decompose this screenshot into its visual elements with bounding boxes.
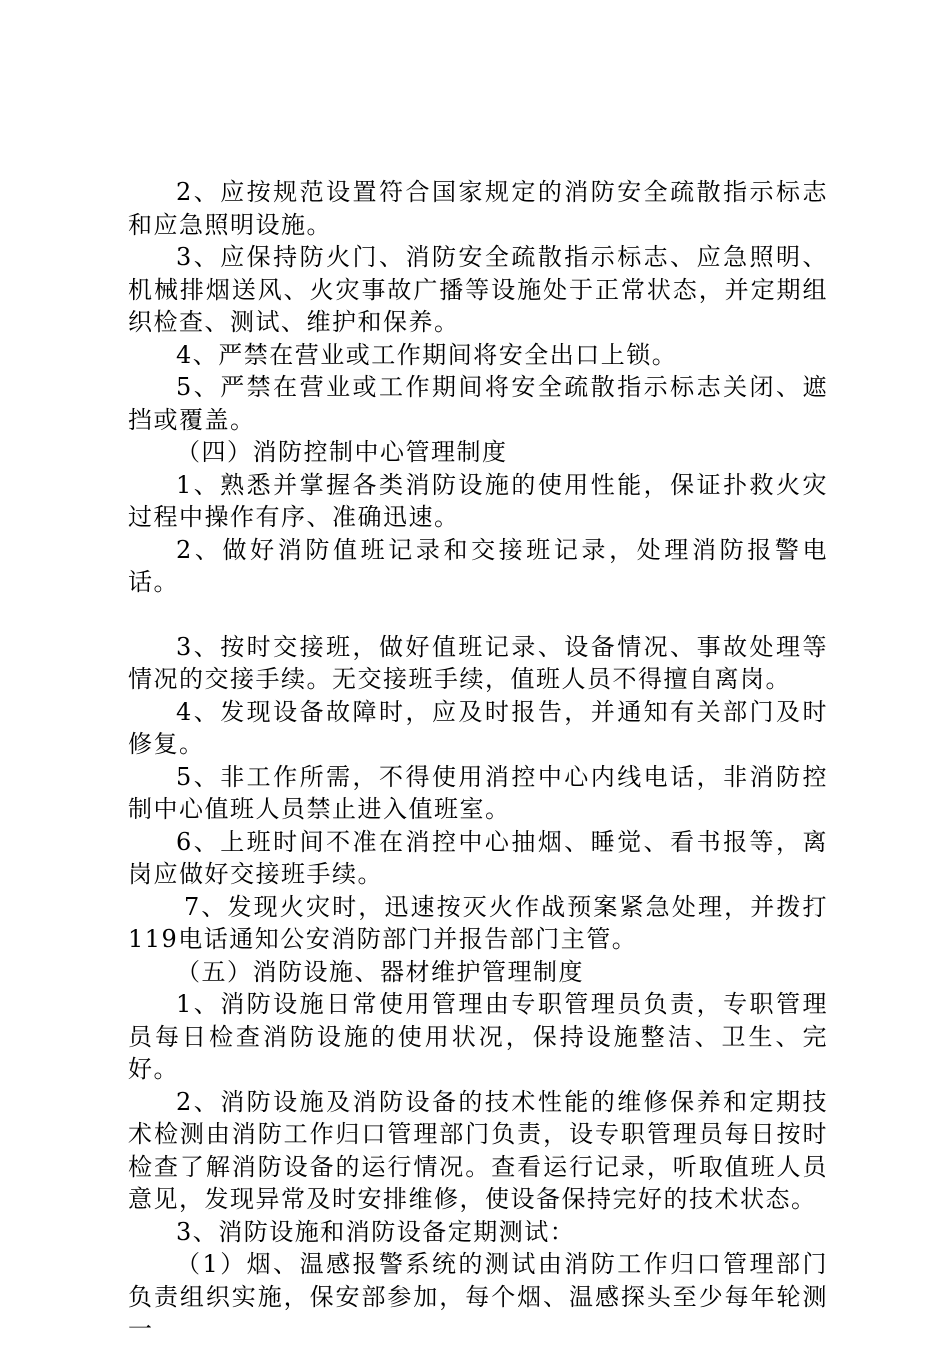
paragraph-duty-record: 2、做好消防值班记录和交接班记录，处理消防报警电话。 [128,535,828,596]
paragraph-equipment-fault: 4、发现设备故障时，应及时报告，并通知有关部门及时修复。 [128,697,828,758]
section-heading-control-center: （四）消防控制中心管理制度 [176,438,508,466]
paragraph-sign-cover: 5、严禁在营业或工作期间将安全疏散指示标志关闭、遮挡或覆盖。 [128,373,828,434]
paragraph-familiarize: 1、熟悉并掌握各类消防设施的使用性能，保证扑救火灾过程中操作有序、准确迅速。 [128,470,828,531]
paragraph-exit-lock: 4、严禁在营业或工作期间将安全出口上锁。 [176,340,678,369]
paragraph-shift-handover: 3、按时交接班，做好值班记录、设备情况、事故处理等情况的交接手续。无交接班手续，值班人员不得擅自离岗。 [128,632,828,693]
paragraph-daily-management: 1、消防设施日常使用管理由专职管理员负责，专职管理员每日检查消防设施的使用状况，保持设施整洁、卫生、完好。 [128,990,828,1083]
paragraph-evacuation-signs: 2、应按规范设置符合国家规定的消防安全疏散指示标志和应急照明设施。 [128,178,828,239]
paragraph-technical-maintenance: 2、消防设施及消防设备的技术性能的维修保养和定期技术检测由消防工作归口管理部门负责，设专职管理员每日按时检查了解消防设备的运行情况。查看运行记录，听取值班人员意见，发现异常及时安排维修，使设备保持完好的技术状态。 [128,1087,828,1213]
paragraph-fire-response: 7、发现火灾时，迅速按灭火作战预案紧急处理，并拨打119电话通知公安消防部门并报告部门主管。 [128,892,828,953]
section-heading-maintenance: （五）消防设施、器材维护管理制度 [176,957,584,986]
paragraph-smoke-detector-test: （1）烟、温感报警系统的测试由消防工作归口管理部门负责组织实施，保安部参加，每个烟、温感探头至少每年轮测一 [128,1250,828,1343]
document-page [128,176,828,1346]
paragraph-periodic-testing: 3、消防设施和消防设备定期测试： [176,1217,576,1246]
blank-line [128,599,828,631]
paragraph-no-smoking: 6、上班时间不准在消控中心抽烟、睡觉、看书报等，离岗应做好交接班手续。 [128,827,828,888]
paragraph-fire-doors: 3、应保持防火门、消防安全疏散指示标志、应急照明、机械排烟送风、火灾事故广播等设施处于正常状态，并定期组织检查、测试、维护和保养。 [128,243,828,336]
paragraph-phone-use: 5、非工作所需，不得使用消控中心内线电话，非消防控制中心值班人员禁止进入值班室。 [128,762,828,823]
